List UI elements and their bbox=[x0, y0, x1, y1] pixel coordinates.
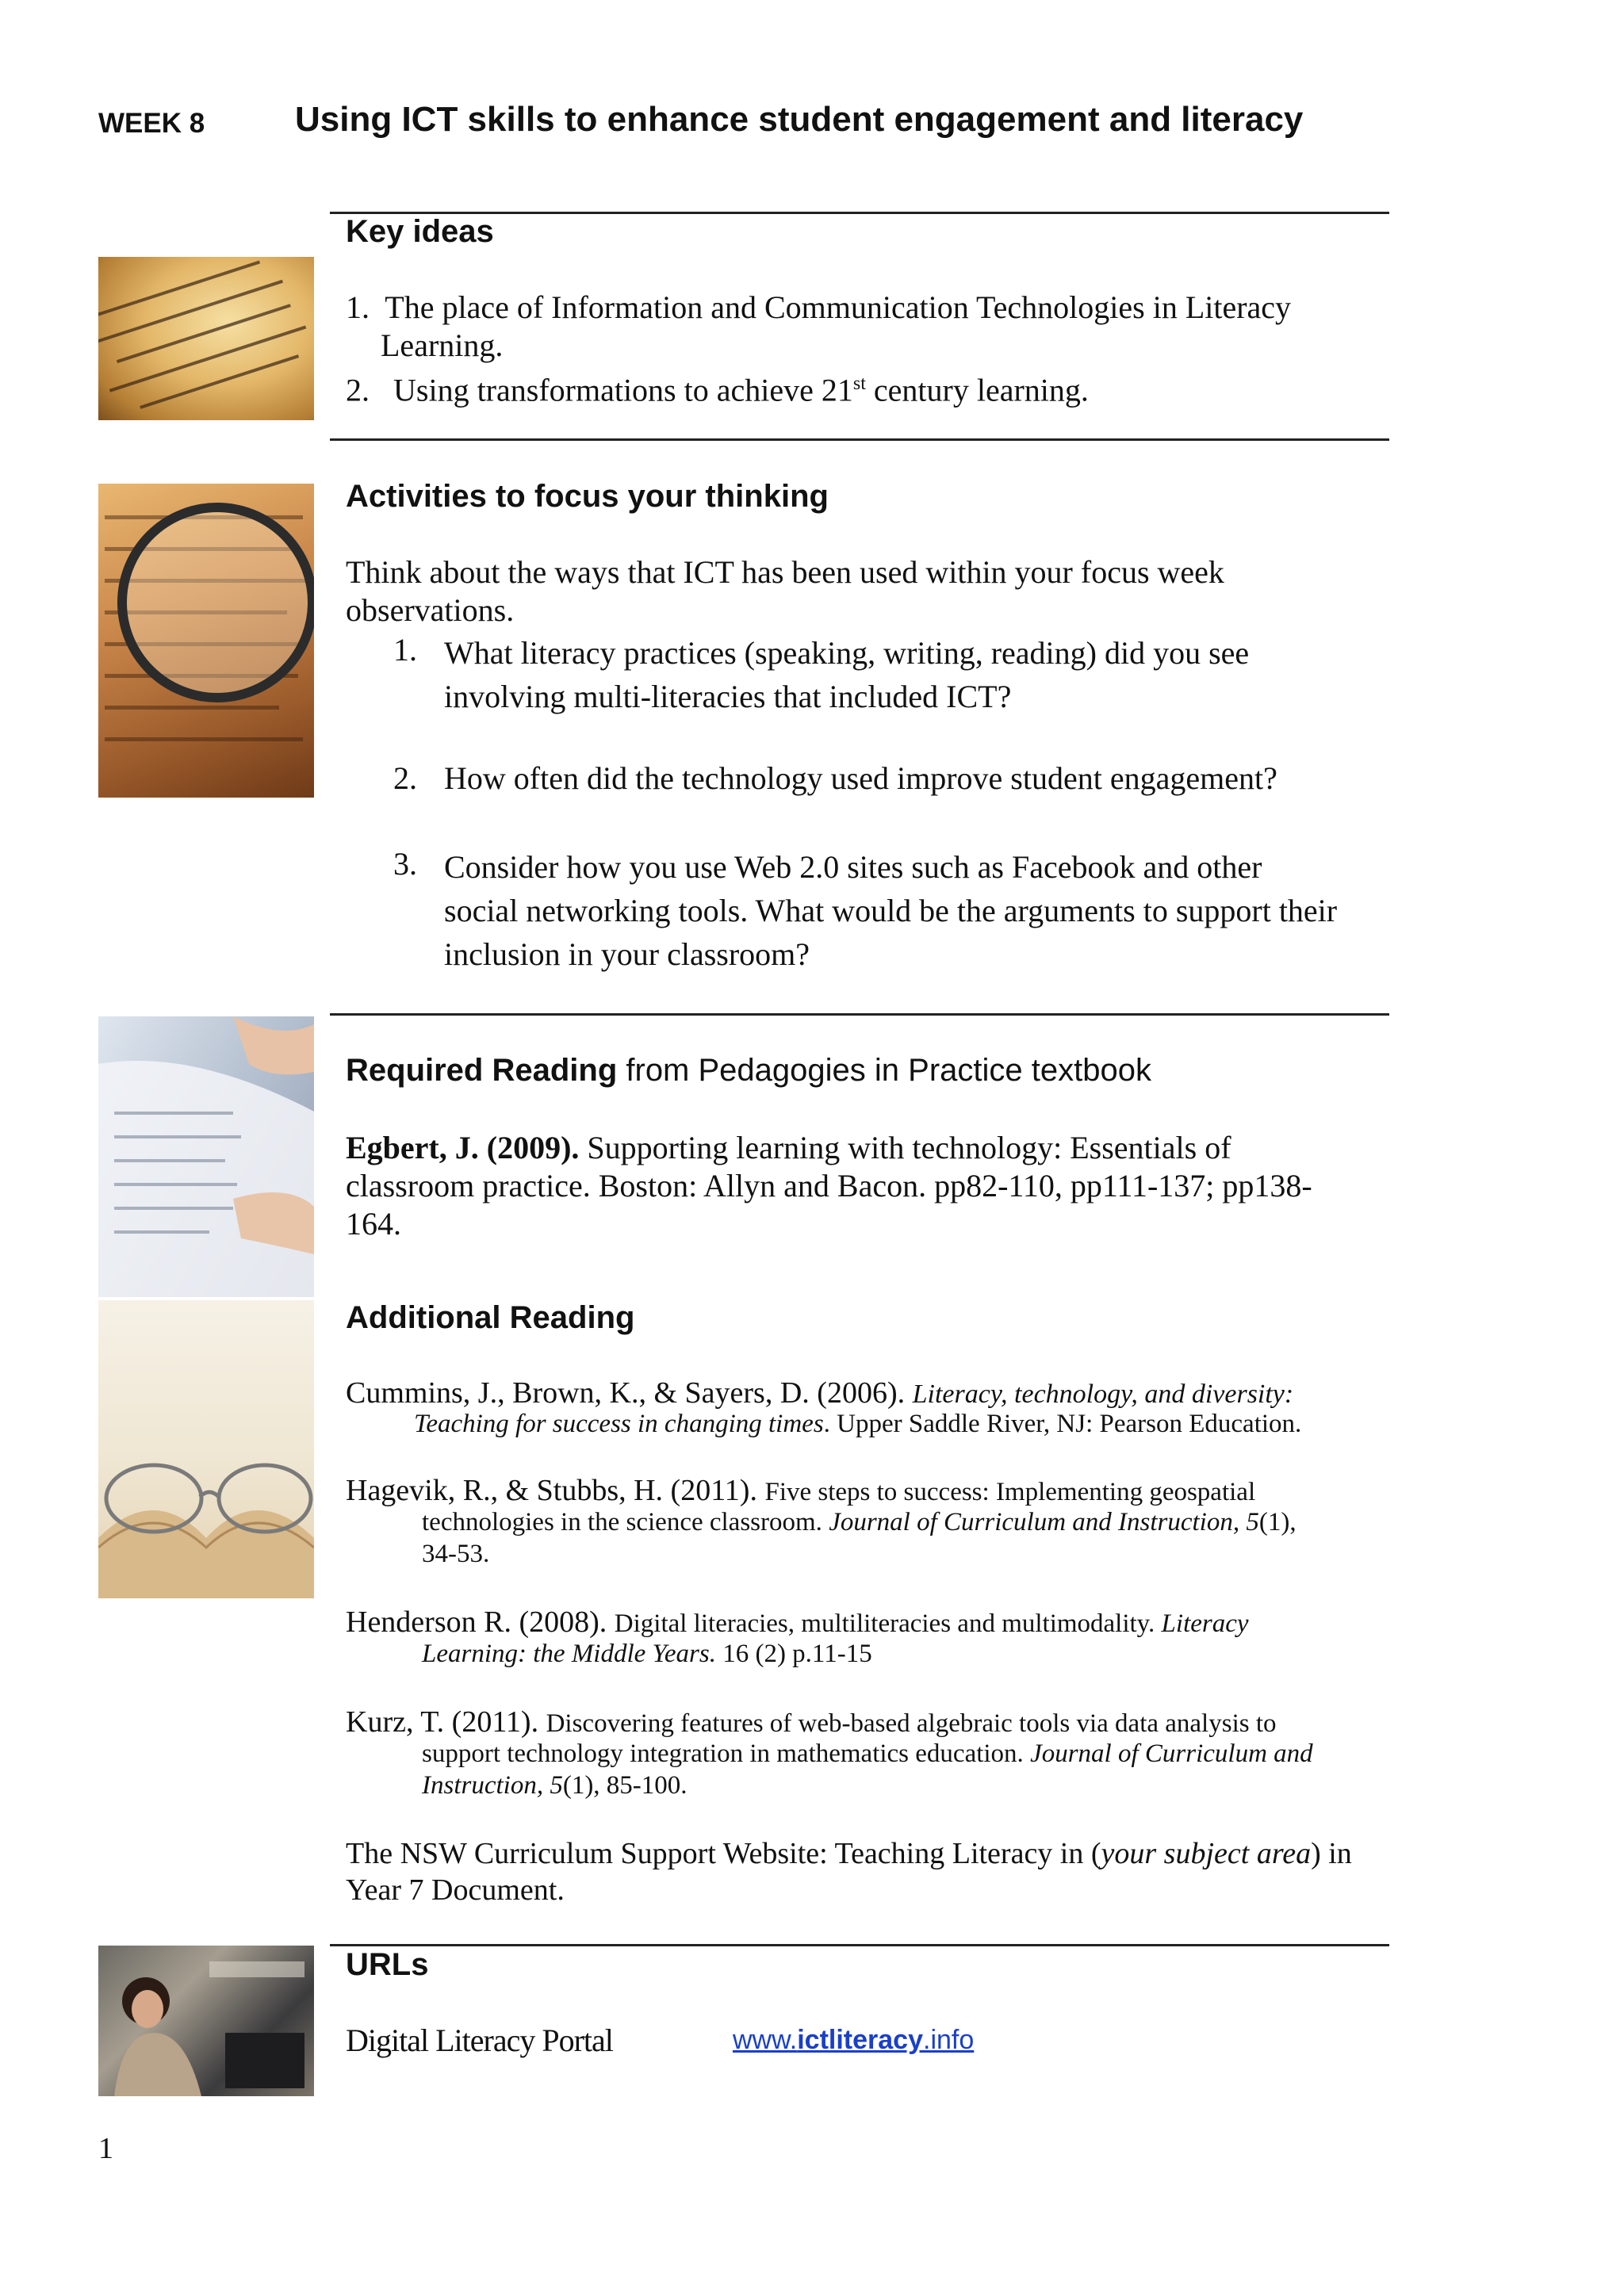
reference-kurz-end: Instruction, 5(1), 85-100. bbox=[422, 1771, 688, 1800]
key-idea-1: 1. The place of Information and Communication Technologies in Literacy bbox=[346, 289, 1292, 325]
reference-kurz-cont: support technology integration in mathematics education. Journal of Curriculum and bbox=[422, 1739, 1313, 1768]
reference-hagevik-cont: technologies in the science classroom. Journal of Curriculum and Instruction, 5(1), bbox=[422, 1508, 1297, 1536]
reference-henderson-cont: Learning: the Middle Years. 16 (2) p.11-15 bbox=[422, 1640, 872, 1668]
page-title: Using ICT skills to enhance student engagement and literacy bbox=[295, 100, 1304, 139]
key-idea-1-cont: Learning. bbox=[381, 327, 504, 363]
reference-cummins-cont: Teaching for success in changing times. Upper Saddle River, NJ: Pearson Education. bbox=[414, 1410, 1302, 1438]
section-divider bbox=[330, 1944, 1389, 1946]
ictliteracy-link[interactable]: www.ictliteracy.info bbox=[733, 2025, 975, 2055]
activity-2-num: 2. bbox=[393, 760, 417, 796]
glasses-on-book-image bbox=[98, 1300, 314, 1598]
book-pages-image bbox=[98, 1016, 314, 1297]
activities-intro-cont: observations. bbox=[346, 592, 515, 628]
activity-3-text: Consider how you use Web 2.0 sites such as Facebook and other social networking tools. What would be the arguments to support their inclusion in your classroom? bbox=[444, 849, 1338, 972]
reference-hagevik: Hagevik, R., & Stubbs, H. (2011). Five steps to success: Implementing geospatial bbox=[346, 1474, 1256, 1507]
activities-intro: Think about the ways that ICT has been used within your focus week bbox=[346, 554, 1224, 590]
reference-kurz: Kurz, T. (2011). Discovering features of web-based algebraic tools via data analysis to bbox=[346, 1705, 1277, 1739]
reference-henderson: Henderson R. (2008). Digital literacies, multiliteracies and multimodality. Literacy bbox=[346, 1605, 1249, 1639]
key-ideas-heading: Key ideas bbox=[346, 214, 494, 249]
reference-nsw-cont: Year 7 Document. bbox=[346, 1873, 565, 1907]
reference-nsw: The NSW Curriculum Support Website: Teaching Literacy in (your subject area) in bbox=[346, 1837, 1352, 1870]
urls-heading: URLs bbox=[346, 1947, 429, 1982]
required-reading-heading: Required Reading from Pedagogies in Practice textbook bbox=[346, 1053, 1151, 1088]
key-idea-2: 2. Using transformations to achieve 21st century learning. bbox=[346, 372, 1089, 408]
week-label: WEEK 8 bbox=[98, 108, 205, 139]
section-divider bbox=[330, 1013, 1389, 1016]
activities-heading: Activities to focus your thinking bbox=[346, 479, 829, 514]
section-divider bbox=[330, 438, 1389, 441]
activity-1-text: What literacy practices (speaking, writing, reading) did you see involving multi-literacies that included ICT? bbox=[444, 635, 1250, 714]
page-number: 1 bbox=[98, 2132, 113, 2165]
magnifier-image bbox=[98, 484, 314, 798]
required-reading-ref-line2: classroom practice. Boston: Allyn and Bacon. pp82-110, pp111-137; pp138- bbox=[346, 1168, 1312, 1203]
additional-reading-heading: Additional Reading bbox=[346, 1300, 635, 1335]
office-worker-image bbox=[98, 1946, 314, 2096]
required-reading-ref: Egbert, J. (2009). Supporting learning with technology: Essentials of bbox=[346, 1130, 1231, 1165]
reference-hagevik-pages: 34-53. bbox=[422, 1540, 490, 1568]
activity-1-num: 1. bbox=[393, 632, 417, 668]
reference-cummins: Cummins, J., Brown, K., & Sayers, D. (2006). Literacy, technology, and diversity: bbox=[346, 1376, 1294, 1410]
activity-3-num: 3. bbox=[393, 846, 417, 882]
required-reading-ref-line3: 164. bbox=[346, 1206, 401, 1242]
activity-2-text: How often did the technology used improve student engagement? bbox=[444, 760, 1277, 796]
dictionary-image bbox=[98, 257, 314, 420]
url-label: Digital Literacy Portal bbox=[346, 2022, 613, 2058]
